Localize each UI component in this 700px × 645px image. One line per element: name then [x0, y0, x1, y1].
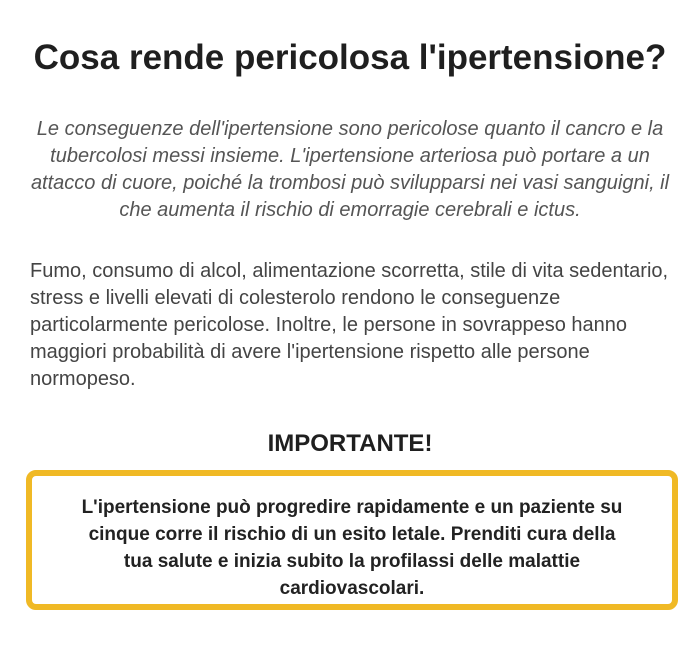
callout-text: L'ipertensione può progredire rapidamente e un paziente su cinque corre il rischio di un esito letale. Prenditi cura della tua salute e inizia subito la profilassi delle malattie cardiovascolari. — [81, 497, 623, 599]
important-heading: IMPORTANTE! — [267, 430, 433, 457]
page-title: Cosa rende pericolosa l'ipertensione? — [33, 38, 667, 77]
intro-paragraph: Le conseguenze dell'ipertensione sono pericolose quanto il cancro e la tubercolosi messi insieme. L'ipertensione arteriosa può portare a un attacco di cuore, poiché la trombosi può svilupparsi nei vasi sanguigni, il che aumenta il rischio di emorragie cerebrali e ictus. — [30, 118, 670, 221]
body-paragraph: Fumo, consumo di alcol, alimentazione scorretta, stile di vita sedentario, stress e livelli elevati di colesterolo rendono le conseguenze particolarmente pericolose. Inoltre, le persone in sovrappeso hanno maggiori probabilità di avere l'ipertensione rispetto alle persone normopeso. — [30, 260, 669, 390]
important-callout-box — [26, 470, 678, 610]
